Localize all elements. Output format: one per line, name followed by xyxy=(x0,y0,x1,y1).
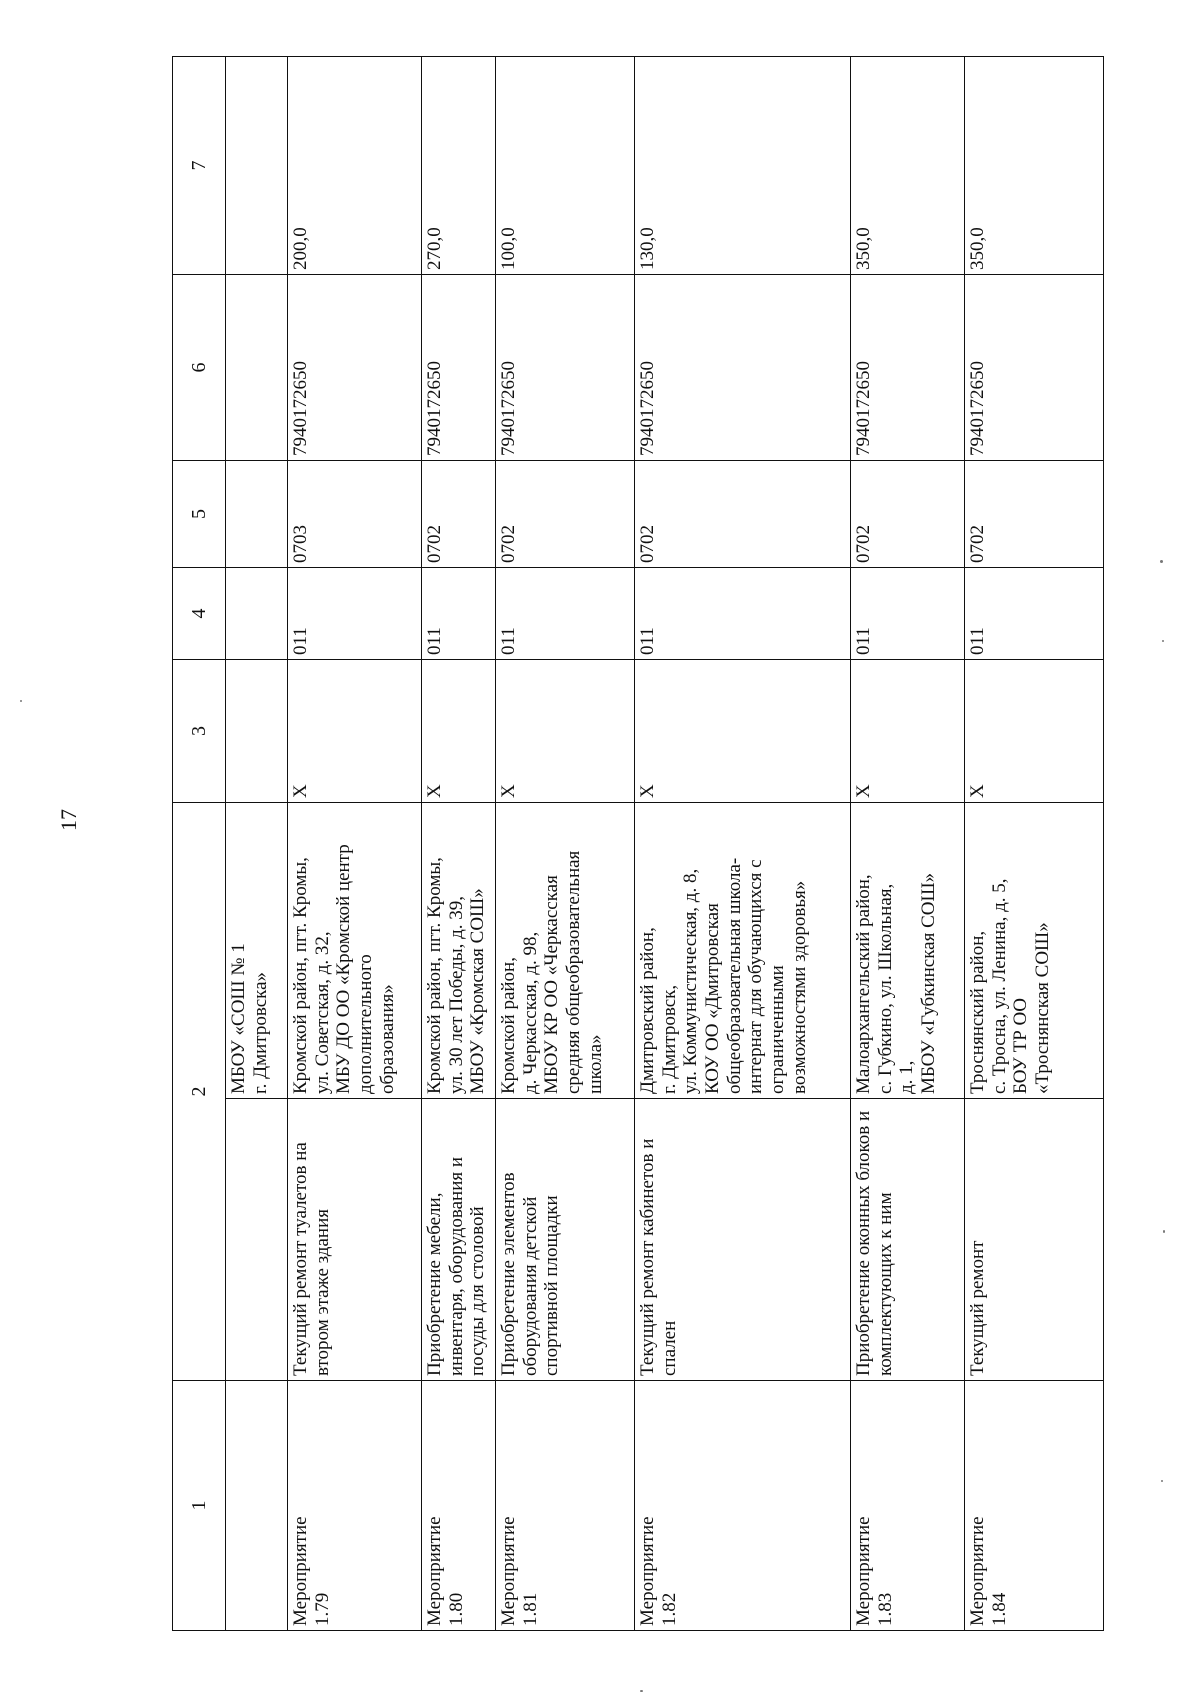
address-school-cell: Дмитровский район, г. Дмитровск, ул. Коммунистическая, д. 8, КОУ ОО «Дмитровская общеобразовательная школа- интернат для обучающихся с ограниченными возможностями здоровья» xyxy=(635,803,851,1099)
scan-speck xyxy=(1161,1480,1163,1482)
address-school-cell: Кромской район, пгт. Кромы, ул. 30 лет Победы, д. 39, МБОУ «Кромская СОШ» xyxy=(422,803,496,1099)
col3-cell: Х xyxy=(496,660,635,803)
col6-cell: 7940172650 xyxy=(496,275,635,461)
col5-cell: 0702 xyxy=(422,461,496,568)
column-header: 5 xyxy=(173,461,226,568)
column-number-row xyxy=(173,57,226,1631)
col7-cell: 350,0 xyxy=(851,57,965,275)
scan-speck xyxy=(1160,560,1163,563)
event-cell: Мероприятие 1.83 xyxy=(851,1381,965,1631)
description-cell: Текущий ремонт xyxy=(965,1099,1104,1381)
col4-cell: 011 xyxy=(965,568,1104,660)
description-cell: Приобретение мебели, инвентаря, оборудования и посуды для столовой xyxy=(422,1099,496,1381)
event-cell: Мероприятие 1.84 xyxy=(965,1381,1104,1631)
col7-cell: 350,0 xyxy=(965,57,1104,275)
col3-cell: Х xyxy=(422,660,496,803)
landscape-table-wrapper xyxy=(172,57,1098,1631)
col6-cell: 7940172650 xyxy=(851,275,965,461)
col3-cell: Х xyxy=(851,660,965,803)
col6-cell: 7940172650 xyxy=(422,275,496,461)
address-school-cell: Троснянский район, с. Тросна, ул. Ленина, д. 5, БОУ ТР ОО «Троснянская СОШ» xyxy=(965,803,1104,1099)
description-cell: Текущий ремонт туалетов на втором этаже здания xyxy=(288,1099,422,1381)
col7-cell: 130,0 xyxy=(635,57,851,275)
col3-cell: Х xyxy=(635,660,851,803)
col4-cell: 011 xyxy=(496,568,635,660)
table-row xyxy=(226,57,288,1631)
col4-cell: 011 xyxy=(288,568,422,660)
scan-speck xyxy=(1163,1230,1165,1233)
event-cell: Мероприятие 1.81 xyxy=(496,1381,635,1631)
scan-speck xyxy=(640,1690,643,1692)
event-cell: Мероприятие 1.82 xyxy=(635,1381,851,1631)
address-school-cell: МБОУ «СОШ № 1 г. Дмитровска» xyxy=(226,803,288,1099)
table-row xyxy=(965,57,1104,1631)
col7-cell: 100,0 xyxy=(496,57,635,275)
page-number: 17 xyxy=(56,809,81,831)
description-cell: Приобретение оконных блоков и комплектующих к ним xyxy=(851,1099,965,1381)
address-school-cell: Малоархангельский район, с. Губкино, ул. Школьная, д. 1, МБОУ «Губкинская СОШ» xyxy=(851,803,965,1099)
col5-cell: 0702 xyxy=(635,461,851,568)
address-school-cell: Кромской район, д. Черкасская, д. 98, МБОУ КР ОО «Черкасская средняя общеобразовательная школа» xyxy=(496,803,635,1099)
measures-table xyxy=(172,56,1104,1631)
column-header: 3 xyxy=(173,660,226,803)
description-cell: Приобретение элементов оборудования детской спортивной площадки xyxy=(496,1099,635,1381)
column-header: 2 xyxy=(173,803,226,1381)
table-row xyxy=(288,57,422,1631)
col4-cell: 011 xyxy=(422,568,496,660)
col6-cell: 7940172650 xyxy=(288,275,422,461)
table-row xyxy=(496,57,635,1631)
col3-cell: Х xyxy=(288,660,422,803)
col5-cell: 0703 xyxy=(288,461,422,568)
col4-cell: 011 xyxy=(635,568,851,660)
event-cell: Мероприятие 1.80 xyxy=(422,1381,496,1631)
scan-speck xyxy=(1162,640,1164,642)
column-header: 4 xyxy=(173,568,226,660)
col7-cell: 270,0 xyxy=(422,57,496,275)
col7-cell: 200,0 xyxy=(288,57,422,275)
column-header: 1 xyxy=(173,1381,226,1631)
table-row xyxy=(422,57,496,1631)
col5-cell: 0702 xyxy=(496,461,635,568)
col3-cell: Х xyxy=(965,660,1104,803)
column-header: 6 xyxy=(173,275,226,461)
scan-speck xyxy=(20,700,22,702)
col5-cell: 0702 xyxy=(965,461,1104,568)
event-cell: Мероприятие 1.79 xyxy=(288,1381,422,1631)
column-header: 7 xyxy=(173,57,226,275)
table-row xyxy=(635,57,851,1631)
address-school-cell: Кромской район, пгт. Кромы, ул. Советская, д. 32, МБУ ДО ОО «Кромской центр дополнительного образования» xyxy=(288,803,422,1099)
col4-cell: 011 xyxy=(851,568,965,660)
col5-cell: 0702 xyxy=(851,461,965,568)
table-row xyxy=(851,57,965,1631)
description-cell: Текущий ремонт кабинетов и спален xyxy=(635,1099,851,1381)
col6-cell: 7940172650 xyxy=(965,275,1104,461)
col6-cell: 7940172650 xyxy=(635,275,851,461)
